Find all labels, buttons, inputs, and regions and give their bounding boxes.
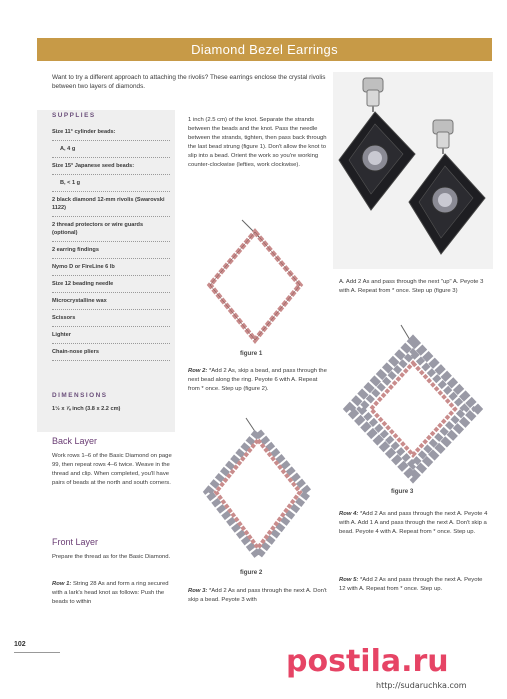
supply-item: Microcrystalline wax (52, 293, 170, 310)
back-layer-text: Work rows 1–6 of the Basic Diamond on page 99, then repeat rows 4–6 twice. Weave in the thread and clip. When completed, you'll have pairs of beads at the north and south corners. (52, 453, 172, 486)
figure-3-caption: figure 3 (391, 488, 414, 495)
back-layer-heading: Back Layer (52, 436, 98, 446)
dimensions-heading: DIMENSIONS (52, 392, 108, 399)
supply-item: Size 11° cylinder beads: (52, 124, 170, 141)
dimensions-value: 1½ x ⅞ inch (3.8 x 2.2 cm) (52, 406, 121, 412)
supplies-list (52, 124, 170, 361)
supply-item: Chain-nose pliers (52, 344, 170, 361)
row4-text: *Add 2 As and pass through the next A. Peyote 4 with A. Add 1 A and pass through the next A. Don't skip a bead. Peyote 4 with A. Repeat from * once. Step up. (339, 511, 488, 535)
supply-item: Size 15° Japanese seed beads: (52, 158, 170, 175)
row1-label: Row 1: (52, 581, 72, 587)
postila-logo (286, 644, 486, 679)
row5-text: *Add 2 As and pass through the next A. Peyote 12 with A. Repeat from * once. Step up. (339, 577, 483, 592)
row5-label: Row 5: (339, 577, 359, 583)
supply-item: 2 thread protectors or wire guards (optional) (52, 217, 170, 242)
supplies-heading: SUPPLIES (52, 112, 96, 119)
supply-item: 2 earring findings (52, 242, 170, 259)
column2-intro-text: 1 inch (2.5 cm) of the knot. Separate the strands between the beads and the knot. Pass the needle between the strands, tighten, then pass back through the last bead strung (figure 1). Don't allow the knot to slip into a bead. Orient the work so you're working counter-clockwise (lefties, work clockwise). (188, 117, 327, 168)
supply-item: 2 black diamond 12-mm rivolis (Swarovski 1122) (52, 192, 170, 217)
figure-3-diagram (345, 325, 485, 485)
supply-item: Lighter (52, 327, 170, 344)
earrings-illustration (333, 72, 493, 269)
supply-item: Scissors (52, 310, 170, 327)
intro-text: Want to try a different approach to attaching the rivolis? These earrings enclose the crystal rivolis between two layers of diamonds. (52, 74, 326, 90)
supply-item: B, < 1 g (52, 175, 170, 192)
supply-item: A, 4 g (52, 141, 170, 158)
figure-2-diagram (196, 418, 316, 568)
figure-2-caption: figure 2 (240, 569, 263, 576)
page-number: 102 (14, 641, 26, 648)
figure-1-caption: figure 1 (240, 350, 263, 357)
row2-label: Row 2: (188, 368, 208, 374)
row1-text: String 28 As and form a ring secured with a lark's head knot as follows: Push the beads to within (52, 581, 169, 605)
supply-item: Nymo D or FireLine 6 lb (52, 259, 170, 276)
page-title: Diamond Bezel Earrings (37, 38, 492, 61)
figure-1-diagram (200, 220, 310, 360)
row5-paragraph (339, 576, 489, 594)
row3-label: Row 3: (188, 588, 208, 594)
row1-paragraph (52, 580, 174, 607)
front-layer-text: Prepare the thread as for the Basic Diamond. (52, 554, 171, 560)
row2-text: *Add 2 As, skip a bead, and pass through the next bead along the ring. Peyote 6 with A. Repeat from * once. Step up (figure 2). (188, 368, 327, 392)
svg-text:postila.ru: postila.ru (286, 644, 449, 679)
column3-intro-text: A. Add 2 As and pass through the next "up" A. Peyote 3 with A. Repeat from * once. Step up (figure 3) (339, 279, 484, 294)
supply-item: Size 12 beading needle (52, 276, 170, 293)
footer-divider (14, 652, 60, 653)
row4-label: Row 4: (339, 511, 359, 517)
row2-paragraph (188, 367, 328, 394)
row4-paragraph (339, 510, 489, 537)
row3-text: *Add 2 As and pass through the next A. Don't skip a bead. Peyote 3 with (188, 588, 327, 603)
row3-paragraph (188, 587, 328, 605)
front-layer-heading: Front Layer (52, 537, 99, 547)
earrings-photo (333, 72, 493, 269)
watermark-url: http://sudaruchka.com (376, 681, 467, 690)
